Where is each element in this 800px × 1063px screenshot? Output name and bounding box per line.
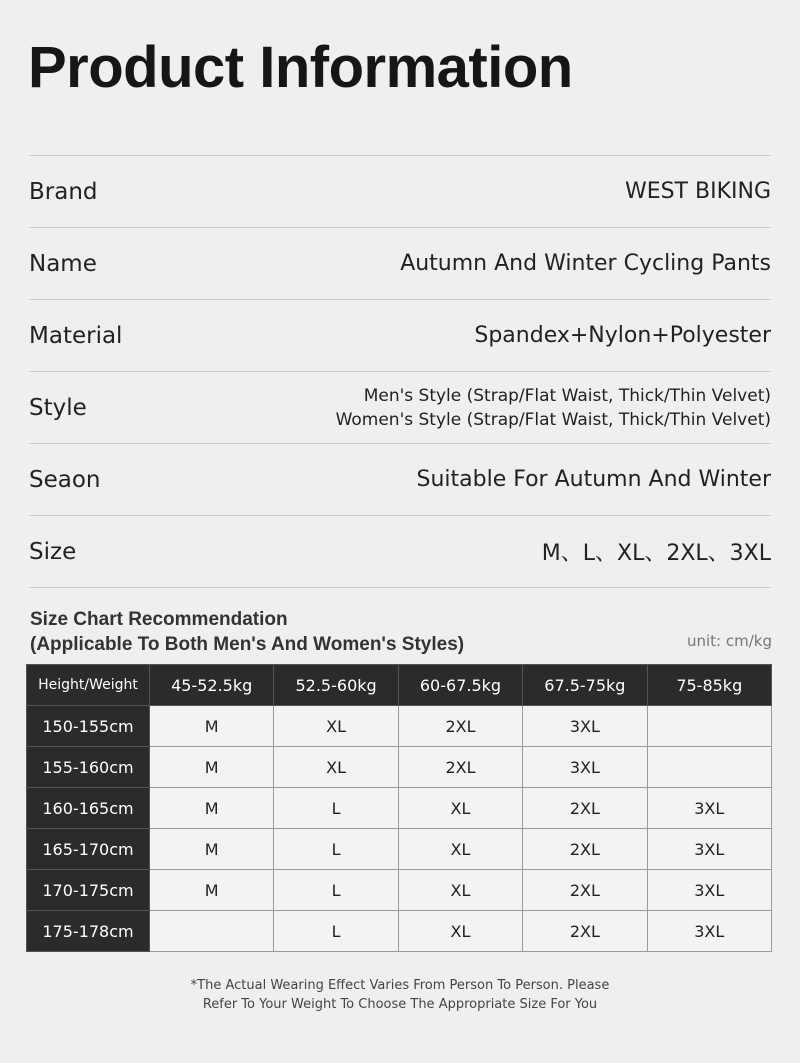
table-cell: L <box>274 829 398 870</box>
table-cell: M <box>150 829 274 870</box>
row-header: 150-155cm <box>27 706 150 747</box>
table-cell: 3XL <box>647 870 771 911</box>
footnote-line: Refer To Your Weight To Choose The Appropriate Size For You <box>202 997 598 1012</box>
info-row-season <box>29 443 771 515</box>
table-row <box>27 706 772 747</box>
info-value: Spandex+Nylon+Polyester <box>474 323 771 348</box>
info-label: Name <box>29 250 97 277</box>
info-value <box>336 384 771 432</box>
info-row-size <box>29 515 771 588</box>
table-cell: XL <box>398 829 522 870</box>
table-cell: 3XL <box>523 747 647 788</box>
table-cell <box>647 747 771 788</box>
style-men: Men's Style (Strap/Flat Waist, Thick/Thin Velvet) <box>363 385 771 406</box>
info-value: WEST BIKING <box>624 179 771 204</box>
table-cell: L <box>274 911 398 952</box>
table-cell: 2XL <box>523 788 647 829</box>
table-cell: 2XL <box>523 911 647 952</box>
info-row-name <box>29 227 771 299</box>
size-chart-table <box>26 664 772 952</box>
table-cell: 3XL <box>523 706 647 747</box>
size-chart-subtitle: (Applicable To Both Men's And Women's Styles) <box>30 634 465 655</box>
table-cell: 3XL <box>647 829 771 870</box>
table-cell: XL <box>274 747 398 788</box>
page-title: Product Information <box>28 35 573 100</box>
table-cell: M <box>150 788 274 829</box>
table-row <box>27 911 772 952</box>
size-chart-header <box>30 607 772 657</box>
info-row-material <box>29 299 771 371</box>
info-row-brand <box>29 155 771 227</box>
unit-label: unit: cm/kg <box>686 632 772 650</box>
info-value: Suitable For Autumn And Winter <box>416 467 771 492</box>
table-cell: L <box>274 788 398 829</box>
table-row <box>27 870 772 911</box>
footnote <box>0 976 800 1014</box>
row-header: 160-165cm <box>27 788 150 829</box>
info-label: Style <box>29 394 87 421</box>
row-header: 170-175cm <box>27 870 150 911</box>
table-cell: XL <box>274 706 398 747</box>
table-cell: XL <box>398 788 522 829</box>
table-cell: M <box>150 706 274 747</box>
table-cell: M <box>150 747 274 788</box>
info-label: Seaon <box>29 466 101 493</box>
table-cell: 2XL <box>523 829 647 870</box>
table-cell: 3XL <box>647 788 771 829</box>
column-header: 52.5-60kg <box>274 665 398 706</box>
info-row-style <box>29 371 771 443</box>
product-info-list <box>29 155 771 588</box>
table-cell <box>647 706 771 747</box>
table-header-row <box>27 665 772 706</box>
table-cell: 2XL <box>523 870 647 911</box>
table-cell: 3XL <box>647 911 771 952</box>
table-cell: 2XL <box>398 706 522 747</box>
row-header: 165-170cm <box>27 829 150 870</box>
corner-header: Height/Weight <box>27 665 150 706</box>
table-cell <box>150 911 274 952</box>
info-label: Size <box>29 538 77 565</box>
size-chart-title: Size Chart Recommendation <box>30 609 288 630</box>
footnote-line: *The Actual Wearing Effect Varies From Person To Person. Please <box>190 978 610 993</box>
table-cell: M <box>150 870 274 911</box>
table-cell: XL <box>398 870 522 911</box>
info-label: Material <box>29 322 123 349</box>
table-cell: L <box>274 870 398 911</box>
row-header: 155-160cm <box>27 747 150 788</box>
column-header: 75-85kg <box>647 665 771 706</box>
info-label: Brand <box>29 178 98 205</box>
info-value: M、L、XL、2XL、3XL <box>541 541 771 566</box>
style-women: Women's Style (Strap/Flat Waist, Thick/Thin Velvet) <box>335 409 771 430</box>
column-header: 60-67.5kg <box>398 665 522 706</box>
column-header: 67.5-75kg <box>523 665 647 706</box>
info-value: Autumn And Winter Cycling Pants <box>400 251 771 276</box>
table-row <box>27 829 772 870</box>
table-cell: XL <box>398 911 522 952</box>
column-header: 45-52.5kg <box>150 665 274 706</box>
table-row <box>27 788 772 829</box>
row-header: 175-178cm <box>27 911 150 952</box>
table-row <box>27 747 772 788</box>
table-cell: 2XL <box>398 747 522 788</box>
